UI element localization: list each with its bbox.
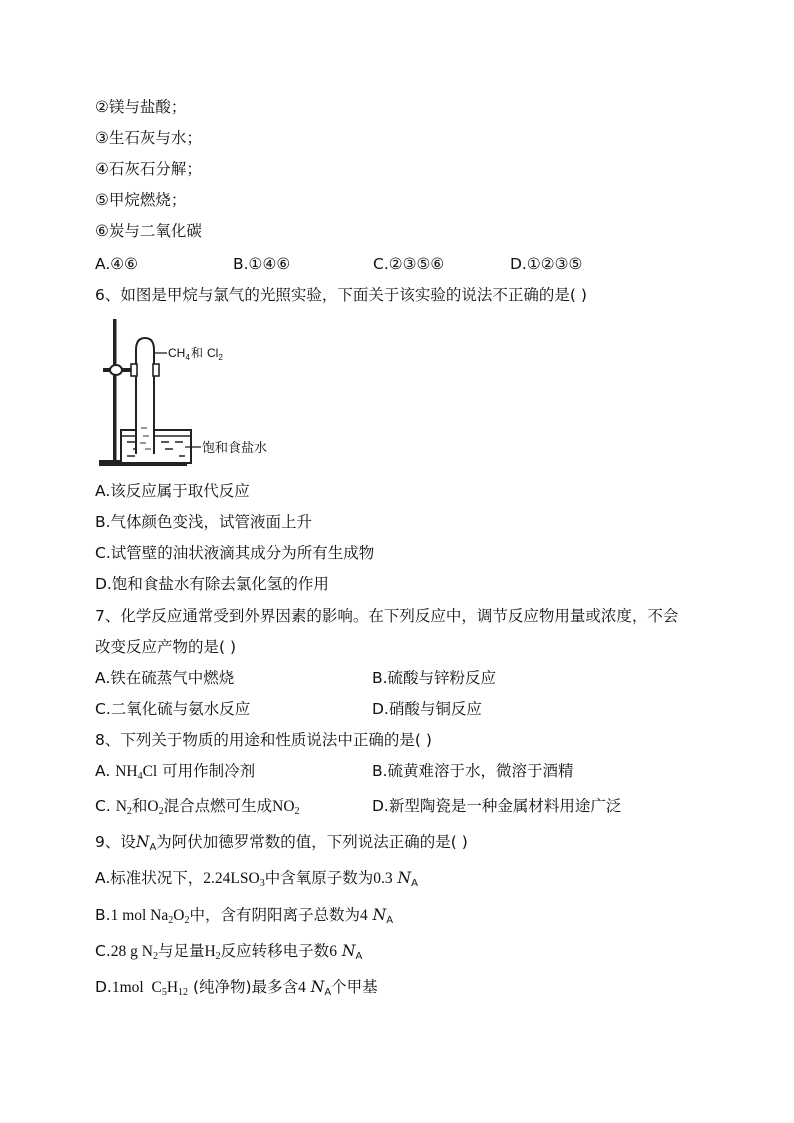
clamp-jaw-left	[131, 364, 137, 376]
q7-stem-line2: 改变反应产物的是( )	[95, 638, 237, 656]
q5-option-b: B.①④⑥	[233, 255, 291, 273]
q6-option-d: D.饱和食盐水有除去氯化氢的作用	[95, 575, 329, 593]
q6-option-b: B.气体颜色变浅，试管液面上升	[95, 513, 313, 531]
q6-option-a: A.该反应属于取代反应	[95, 482, 250, 500]
q5-item-3: ③生石灰与水；	[95, 129, 202, 147]
q8-option-b: B.硫黄难溶于水，微溶于酒精	[372, 762, 574, 780]
q9-option-d: D.1mol $C_5H_{12}$ (纯净物)最多含4 $N_A$个甲基	[95, 978, 378, 998]
q9-stem: 9、设$N_A$为阿伏加德罗常数的值，下列说法正确的是( )	[95, 833, 468, 853]
stand-rod	[113, 319, 117, 465]
q9-option-c: C.28 g $N_2$与足量$H_2$反应转移电子数6 $N_A$	[95, 942, 363, 962]
q8-stem: 8、下列关于物质的用途和性质说法中正确的是( )	[95, 731, 432, 749]
q5-option-a: A.④⑥	[95, 255, 139, 273]
q7-option-b: B.硫酸与锌粉反应	[372, 669, 497, 687]
q7-stem-line1: 7、化学反应通常受到外界因素的影响。在下列反应中，调节反应物用量或浓度，不会	[95, 607, 679, 625]
water-label: 饱和食盐水	[202, 440, 268, 455]
gas-label-and: 和	[191, 346, 204, 360]
q9-option-b: B.1 mol $Na_2O_2$中，含有阴阳离子总数为4 $N_A$	[95, 906, 394, 926]
q8-option-c: C. $N_2$和$O_2$混合点燃可生成$NO_2$	[95, 797, 300, 817]
gas-label-cl2: $Cl_2$	[207, 346, 223, 362]
q7-option-d: D.硝酸与铜反应	[372, 700, 482, 718]
q9-option-a: A.标准状况下，$2.24LSO_3$中含氧原子数为0.3 $N_A$	[95, 869, 418, 889]
test-tube	[136, 338, 154, 454]
q8-option-d: D.新型陶瓷是一种金属材料用途广泛	[372, 797, 622, 815]
clamp-boss	[110, 365, 122, 375]
q5-item-2: ②镁与盐酸；	[95, 98, 187, 116]
q8-option-a: A. $NH_4Cl$ 可用作制冷剂	[95, 762, 256, 782]
q5-item-4: ④石灰石分解；	[95, 160, 202, 178]
q5-option-c: C.②③⑤⑥	[373, 255, 445, 273]
gas-label-ch4: $CH_4$	[168, 346, 190, 362]
methane-chlorine-apparatus-figure	[95, 316, 275, 472]
q5-option-d: D.①②③⑤	[510, 255, 583, 273]
q5-item-5: ⑤甲烷燃烧；	[95, 191, 187, 209]
q6-option-c: C.试管壁的油状液滴其成分为所有生成物	[95, 544, 375, 562]
q7-option-c: C.二氧化硫与氨水反应	[95, 700, 251, 718]
trough	[121, 430, 191, 463]
clamp-jaw-right	[153, 364, 159, 376]
q6-stem: 6、如图是甲烷与氯气的光照实验，下面关于该实验的说法不正确的是( )	[95, 286, 587, 304]
q7-option-a: A.铁在硫蒸气中燃烧	[95, 669, 235, 687]
q5-item-6: ⑥炭与二氧化碳	[95, 222, 202, 240]
